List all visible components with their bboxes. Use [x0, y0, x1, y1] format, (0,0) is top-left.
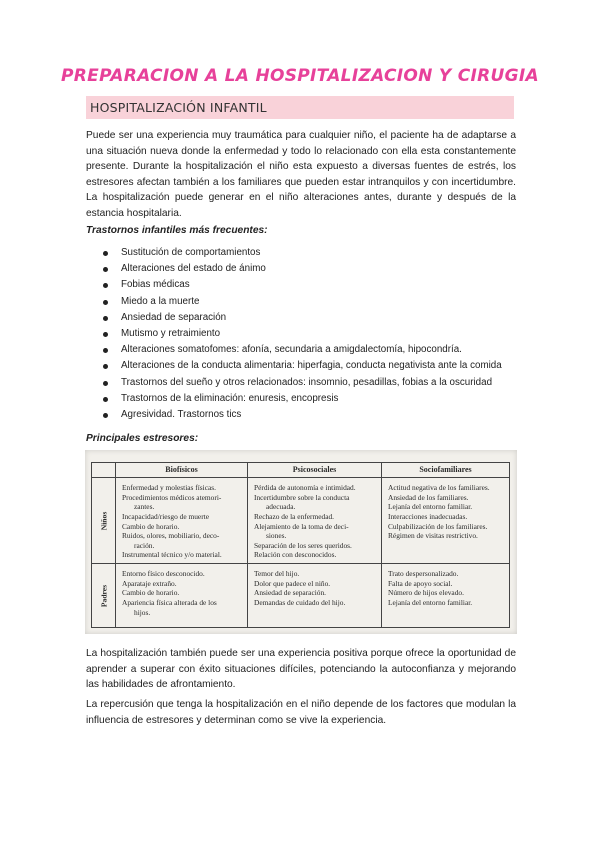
bullet-icon — [103, 381, 108, 386]
column-header: Sociofamiliares — [382, 463, 510, 478]
bullet-icon — [103, 348, 108, 353]
table-row — [92, 478, 510, 564]
bullet-icon — [103, 300, 108, 305]
disorders-list — [86, 245, 516, 423]
closing-paragraph-1: La hospitalización también puede ser una experiencia positiva porque ofrece la oportunidad de aprender a superar con éxito situaciones difíciles, potenciando la autoconfianza y mejorando las habilidades de afrontamiento. — [86, 648, 516, 691]
list-item: Fobias médicas — [86, 277, 516, 293]
table-row — [92, 564, 510, 628]
table-cell: Trato despersonalizado. Falta de apoyo social. Número de hijos elevado. Lejanía del entorno familiar. — [382, 564, 510, 628]
list-item: Mutismo y retraimiento — [86, 326, 516, 342]
list-item: Ansiedad de separación — [86, 310, 516, 326]
bullet-icon — [103, 283, 108, 288]
row-header: Padres — [92, 564, 116, 628]
list-item: Sustitución de comportamientos — [86, 245, 516, 261]
row-header: Niños — [92, 478, 116, 564]
list-item: Trastornos del sueño y otros relacionados: insomnio, pesadillas, fobias a la oscuridad — [86, 375, 516, 391]
list-item: Agresividad. Trastornos tics — [86, 407, 516, 423]
intro-paragraph: Puede ser una experiencia muy traumática para cualquier niño, el paciente ha de adaptarse a una situación nueva donde la enfermedad y todo lo relacionado con ella esta constantemente presente. Durante la hospitalización el niño esta expuesto a diversas fuentes de estrés, los estresores afectan también a los familiares que pueden estar intranquilos y con incertidumbre. La hospitalización puede generar en el niño alteraciones antes, durante y después de la estancia hospitalaria. — [86, 130, 516, 219]
column-header: Psicosociales — [248, 463, 382, 478]
table-cell: Entorno físico desconocido. Aparataje extraño. Cambio de horario. Apariencia física alterada de los hijos. — [116, 564, 248, 628]
stressors-heading: Principales estresores: — [86, 433, 199, 444]
bullet-icon — [103, 364, 108, 369]
list-item: Alteraciones somatofomes: afonía, secundaria a amigdalectomía, hipocondría. — [86, 342, 516, 358]
bullet-icon — [103, 332, 108, 337]
disorders-heading: Trastornos infantiles más frecuentes: — [86, 225, 268, 236]
stressors-table-image — [85, 450, 517, 634]
bullet-icon — [103, 397, 108, 402]
table-corner — [92, 463, 116, 478]
closing-paragraph-2: La repercusión que tenga la hospitalización en el niño depende de los factores que modulan la influencia de estresores y determinan como se vive la experiencia. — [86, 699, 516, 726]
stressors-table — [91, 462, 510, 628]
list-item: Alteraciones de la conducta alimentaria: hiperfagia, conducta negativista ante la comida — [86, 358, 516, 374]
list-item: Alteraciones del estado de ánimo — [86, 261, 516, 277]
section-title: HOSPITALIZACIÓN INFANTIL — [90, 100, 267, 115]
page-title: PREPARACION A LA HOSPITALIZACION Y CIRUGIA — [61, 66, 539, 86]
table-header-row — [92, 463, 510, 478]
table-cell: Enfermedad y molestias físicas. Procedimientos médicos atemori- zantes. Incapacidad/riesgo de muerte Cambio de horario. Ruidos, olores, mobiliario, deco- ración. Instrumental técnico y/o material. — [116, 478, 248, 564]
table-cell: Temor del hijo. Dolor que padece el niño. Ansiedad de separación. Demandas de cuidado del hijo. — [248, 564, 382, 628]
bullet-icon — [103, 413, 108, 418]
bullet-icon — [103, 316, 108, 321]
column-header: Biofísicos — [116, 463, 248, 478]
table-cell: Pérdida de autonomía e intimidad. Incertidumbre sobre la conducta adecuada. Rechazo de la enfermedad. Alejamiento de la toma de deci- siones. Separación de los seres queridos. Relación con desconocidos. — [248, 478, 382, 564]
section-header-bar — [86, 96, 514, 119]
list-item: Trastornos de la eliminación: enuresis, encopresis — [86, 391, 516, 407]
list-item: Miedo a la muerte — [86, 294, 516, 310]
bullet-icon — [103, 251, 108, 256]
bullet-icon — [103, 267, 108, 272]
table-cell: Actitud negativa de los familiares. Ansiedad de los familiares. Lejanía del entorno familiar. Interacciones inadecuadas. Culpabilización de los familiares. Régimen de visitas restrictivo. — [382, 478, 510, 564]
